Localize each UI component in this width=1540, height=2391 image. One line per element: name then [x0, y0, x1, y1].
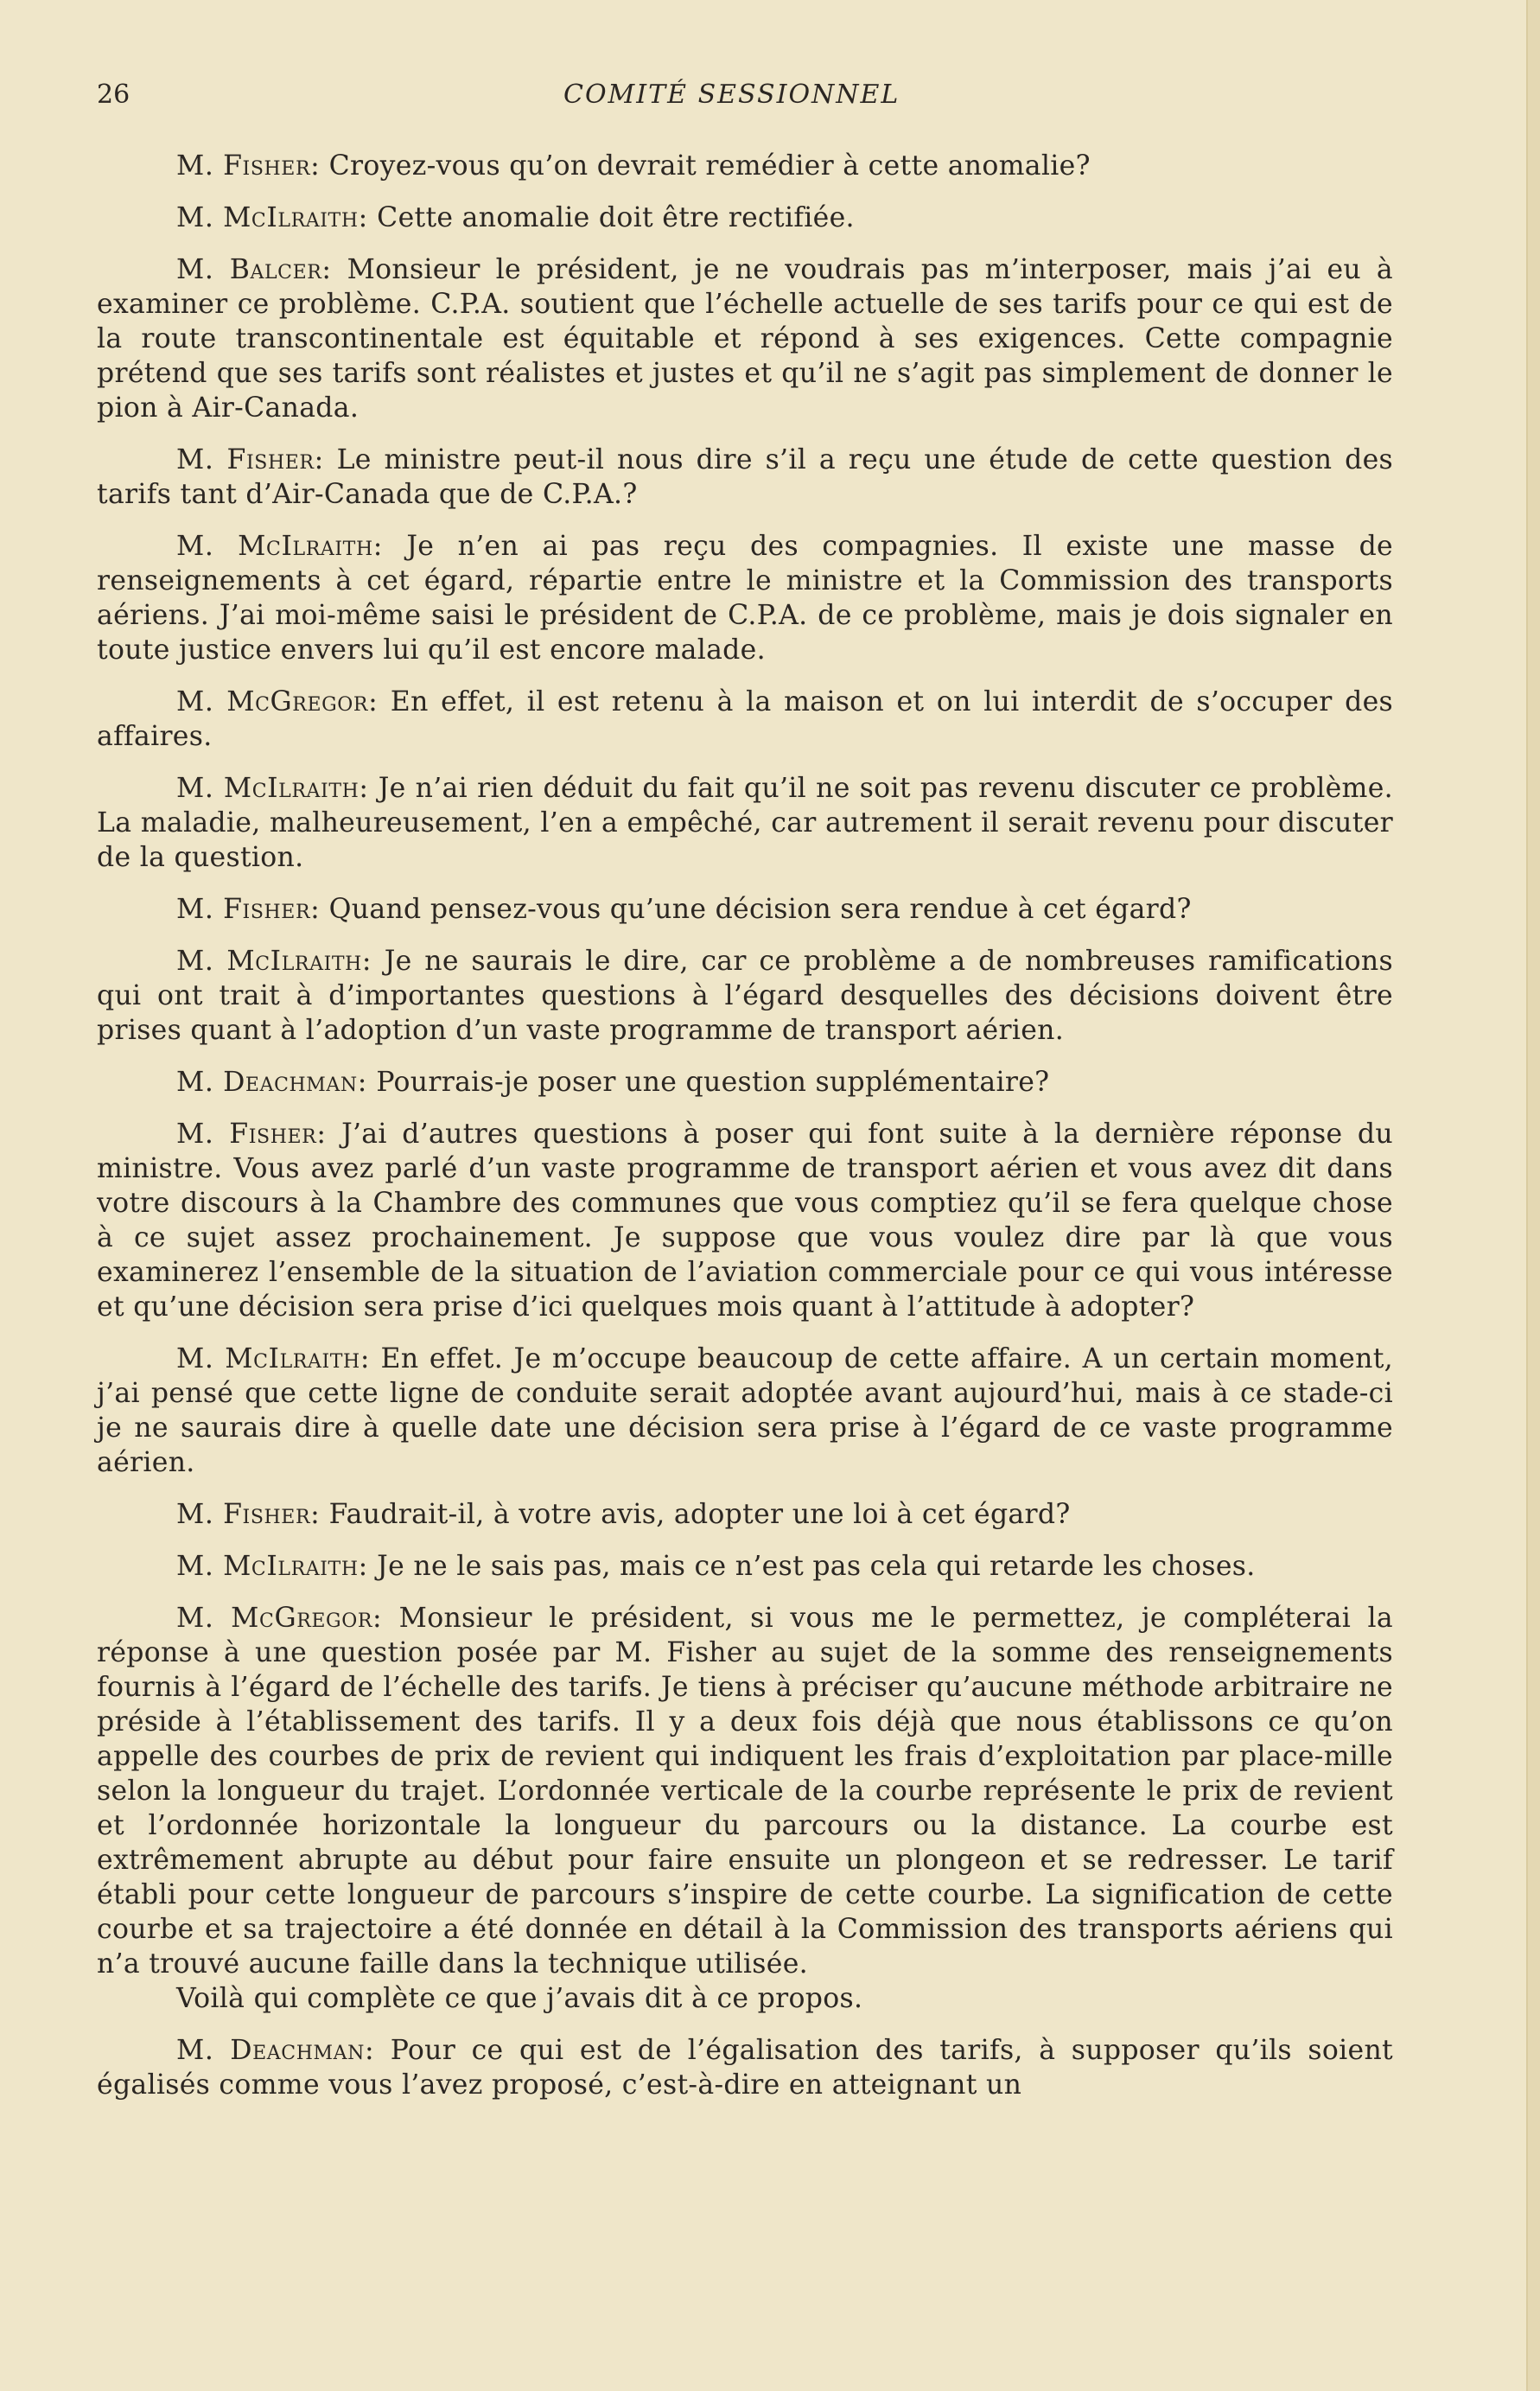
speaker-name: M. McIlraith:: [176, 531, 383, 562]
paragraph: [97, 685, 1393, 754]
paragraph-text: En effet. Je m’occupe beaucoup de cette affaire. A un certain moment, j’ai pensé que cette ligne de conduite serait adoptée avant aujourd’hui, mais à ce stade-ci je ne saurais dire à quelle date une décision sera prise à l’égard de ce vaste programme aérien.: [97, 1343, 1393, 1478]
paragraph: [97, 2033, 1393, 2102]
paragraph: [97, 1601, 1393, 1981]
running-title: COMITÉ SESSIONNEL: [563, 80, 900, 110]
paragraph: [97, 149, 1393, 183]
speaker-name: M. McIlraith:: [176, 1343, 371, 1374]
speaker-name: M. McGregor:: [176, 686, 379, 717]
paragraph-text: Je ne le sais pas, mais ce n’est pas cela qui retarde les choses.: [377, 1551, 1256, 1582]
paragraph-text: En effet, il est retenu à la maison et on lui interdit de s’occuper des affaires.: [97, 686, 1393, 752]
paragraph: [97, 252, 1393, 425]
speaker-name: M. Deachman:: [176, 2035, 375, 2066]
paragraph-text: J’ai d’autres questions à poser qui font suite à la dernière réponse du ministre. Vous avez parlé d’un vaste programme de transport aérien et vous avez dit dans votre discours à la Chambre des communes que vous comptiez qu’il se fera quelque chose à ce sujet assez prochainement. Je suppose que vous voulez dire par là que vous examinerez l’ensemble de la situation de l’aviation commerciale pour ce qui vous intéresse et qu’une décision sera prise d’ici quelques mois quant à l’attitude à adopter?: [97, 1119, 1393, 1323]
paragraph-text: Le ministre peut-il nous dire s’il a reçu une étude de cette question des tarifs tant d’Air-Canada que de C.P.A.?: [97, 444, 1393, 510]
page-body: [97, 149, 1393, 2120]
speaker-name: M. Fisher:: [176, 150, 321, 182]
paragraph: [97, 771, 1393, 875]
paragraph-text: Croyez-vous qu’on devrait remédier à cette anomalie?: [328, 150, 1091, 182]
paragraph: [97, 1065, 1393, 1100]
paragraph: [97, 944, 1393, 1048]
paragraph: [97, 201, 1393, 235]
speaker-name: M. Fisher:: [176, 894, 321, 925]
paragraph-text: Quand pensez-vous qu’une décision sera rendue à cet égard?: [328, 894, 1192, 925]
speaker-name: M. McIlraith:: [176, 1551, 368, 1582]
paragraph-text: Je n’ai rien déduit du fait qu’il ne soit pas revenu discuter ce problème. La maladie, malheureusement, l’en a empêché, car autrement il serait revenu pour discuter de la question.: [97, 773, 1393, 873]
page-number: 26: [97, 80, 130, 110]
paragraph: [97, 1342, 1393, 1480]
paragraph-text: Je n’en ai pas reçu des compagnies. Il existe une masse de renseignements à cet égard, répartie entre le ministre et la Commission des transports aériens. J’ai moi-même saisi le président de C.P.A. de ce problème, mais je dois signaler en toute justice envers lui qu’il est encore malade.: [97, 531, 1393, 666]
speaker-name: M. Fisher:: [176, 444, 324, 475]
speaker-name: M. McIlraith:: [176, 202, 368, 233]
paragraph: [97, 529, 1393, 667]
paragraph: [97, 443, 1393, 512]
paragraph-text: Voilà qui complète ce que j’avais dit à ce propos.: [176, 1983, 863, 2014]
paragraph-text: Pourrais-je poser une question supplémentaire?: [376, 1067, 1050, 1098]
paragraph-text: Pour ce qui est de l’égalisation des tarifs, à supposer qu’ils soient égalisés comme vous l’avez proposé, c’est-à-dire en atteignant un: [97, 2035, 1393, 2101]
paragraph-text: Monsieur le président, si vous me le permettez, je compléterai la réponse à une question posée par M. Fisher au sujet de la somme des renseignements fournis à l’égard de l’échelle des tarifs. Je tiens à préciser qu’aucune méthode arbitraire ne préside à l’établissement des tarifs. Il y a deux fois déjà que nous établissons ce qu’on appelle des courbes de prix de revient qui indiquent les frais d’exploitation par place-mille selon la longueur du trajet. L’ordonnée verticale de la courbe représente le prix de revient et l’ordonnée horizontale la longueur du parcours ou la distance. La courbe est extrêmement abrupte au début pour faire ensuite un plongeon et se redresser. Le tarif établi pour cette longueur de parcours s’inspire de cette courbe. La signification de cette courbe et sa trajectoire a été donnée en détail à la Commission des transports aériens qui n’a trouvé aucune faille dans la technique utilisée.: [97, 1603, 1393, 1980]
paragraph: [97, 1981, 1393, 2016]
speaker-name: M. Deachman:: [176, 1067, 367, 1098]
page-edge: [1526, 0, 1540, 2391]
speaker-name: M. Fisher:: [176, 1499, 321, 1530]
speaker-name: M. Balcer:: [176, 254, 332, 285]
speaker-name: M. McIlraith:: [176, 773, 369, 804]
paragraph: [97, 1549, 1393, 1584]
speaker-name: M. McGregor:: [176, 1603, 383, 1634]
paragraph-text: Je ne saurais le dire, car ce problème a de nombreuses ramifications qui ont trait à d’importantes questions à l’égard desquelles des décisions doivent être prises quant à l’adoption d’un vaste programme de transport aérien.: [97, 946, 1393, 1046]
paragraph: [97, 1497, 1393, 1532]
speaker-name: M. McIlraith:: [176, 946, 372, 977]
paragraph: [97, 892, 1393, 927]
page-header: [97, 80, 1410, 114]
paragraph: [97, 1117, 1393, 1324]
speaker-name: M. Fisher:: [176, 1119, 327, 1150]
paragraph-text: Monsieur le président, je ne voudrais pas m’interposer, mais j’ai eu à examiner ce problème. C.P.A. soutient que l’échelle actuelle de ses tarifs pour ce qui est de la route transcontinentale est équitable et répond à ses exigences. Cette compagnie prétend que ses tarifs sont réalistes et justes et qu’il ne s’agit pas simplement de donner le pion à Air-Canada.: [97, 254, 1393, 424]
paragraph-text: Cette anomalie doit être rectifiée.: [377, 202, 855, 233]
paragraph-text: Faudrait-il, à votre avis, adopter une loi à cet égard?: [328, 1499, 1071, 1530]
